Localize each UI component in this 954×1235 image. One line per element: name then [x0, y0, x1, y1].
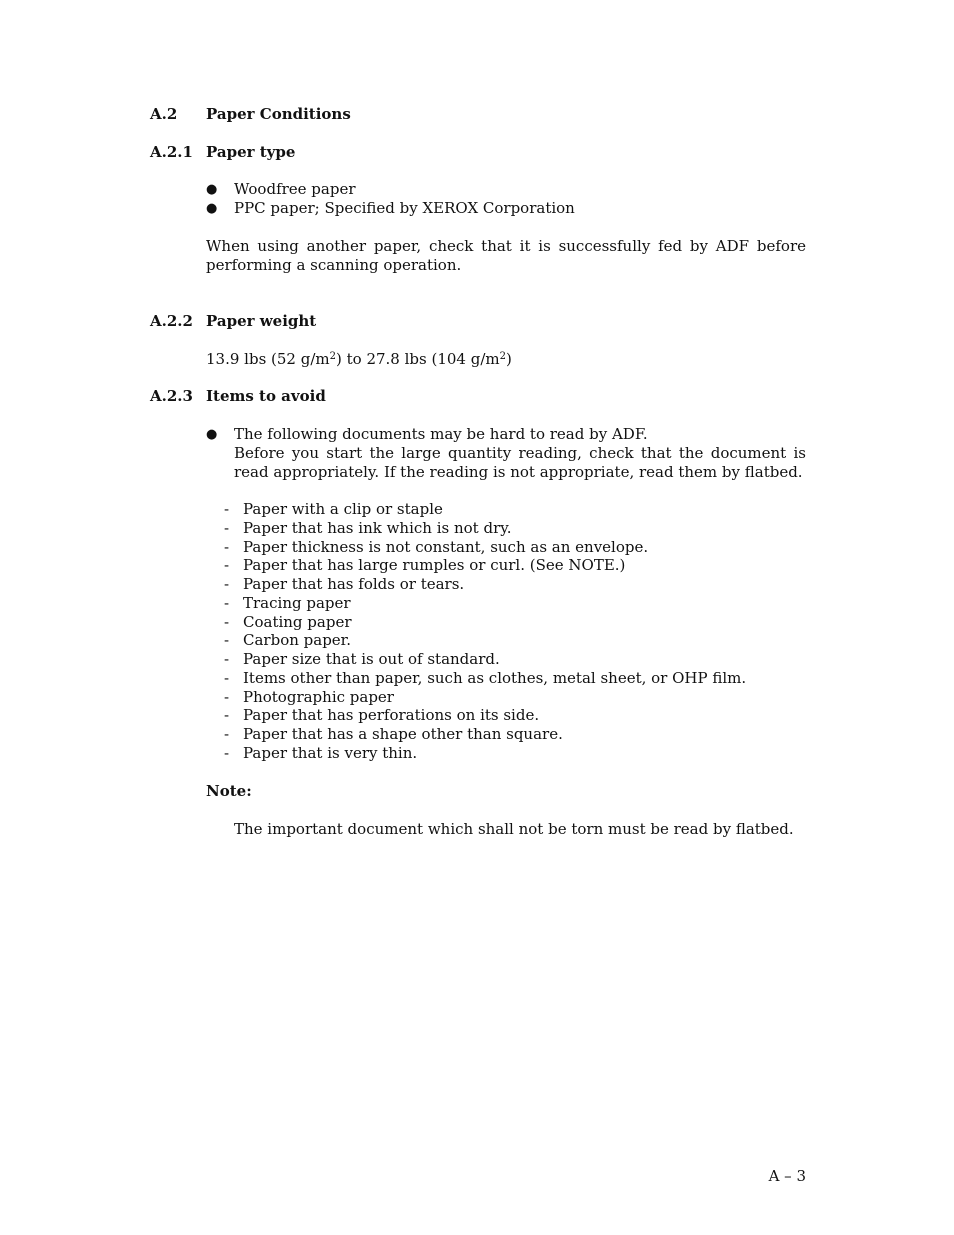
list-item: - Paper that has large rumples or curl. (See NOTE.) — [224, 556, 626, 575]
items-to-avoid-list — [224, 500, 746, 763]
items-to-avoid-intro: The following documents may be hard to read by ADF. — [234, 425, 648, 443]
subsection-number-paper-type: A.2.1 — [150, 143, 193, 161]
list-item: - Paper that has ink which is not dry. — [224, 518, 512, 537]
list-item: - Paper with a clip or staple — [224, 500, 443, 518]
section-number: A.2 — [150, 105, 178, 123]
paper-type-note: When using another paper, check that it is successfully fed by ADF before performing a scanning operation. — [206, 237, 806, 274]
paper-type-item: PPC paper; Specified by XEROX Corporation — [234, 199, 575, 217]
bullet-icon: ● — [206, 427, 218, 442]
bullet-icon: ● — [206, 182, 218, 197]
list-item: - Tracing paper — [224, 593, 351, 612]
list-item: - Paper thickness is not constant, such as an envelope. — [224, 537, 649, 556]
list-item: - Coating paper — [224, 612, 352, 631]
list-item: - Items other than paper, such as clothes, metal sheet, or OHP film. — [224, 668, 747, 687]
note-label: Note: — [206, 782, 252, 800]
page-number: A – 3 — [768, 1167, 806, 1185]
subsection-title-paper-weight: Paper weight — [206, 312, 317, 330]
paper-weight-value: 13.9 lbs (52 $g/m^2$) to 27.8 lbs (104 $g/m^2$) — [206, 350, 512, 368]
subsection-title-items-to-avoid: Items to avoid — [206, 387, 326, 405]
section-title: Paper Conditions — [206, 105, 351, 123]
list-item: - Paper that has perforations on its side. — [224, 706, 540, 725]
list-item: - Paper that is very thin. — [224, 743, 418, 762]
items-to-avoid-detail: Before you start the large quantity reading, check that the document is read appropriately. If the reading is not appropriate, read them by flatbed. — [234, 444, 806, 481]
subsection-number-items-to-avoid: A.2.3 — [150, 387, 193, 405]
subsection-title-paper-type: Paper type — [206, 143, 296, 161]
paper-type-item: Woodfree paper — [234, 180, 356, 198]
list-item: - Paper size that is out of standard. — [224, 650, 500, 668]
bullet-icon: ● — [206, 201, 218, 216]
list-item: - Paper that has folds or tears. — [224, 575, 465, 593]
subsection-number-paper-weight: A.2.2 — [150, 312, 193, 330]
list-item: - Carbon paper. — [224, 631, 351, 650]
list-item: - Photographic paper — [224, 687, 394, 706]
note-text: The important document which shall not be torn must be read by flatbed. — [234, 820, 794, 838]
list-item: - Paper that has a shape other than square. — [224, 725, 563, 743]
